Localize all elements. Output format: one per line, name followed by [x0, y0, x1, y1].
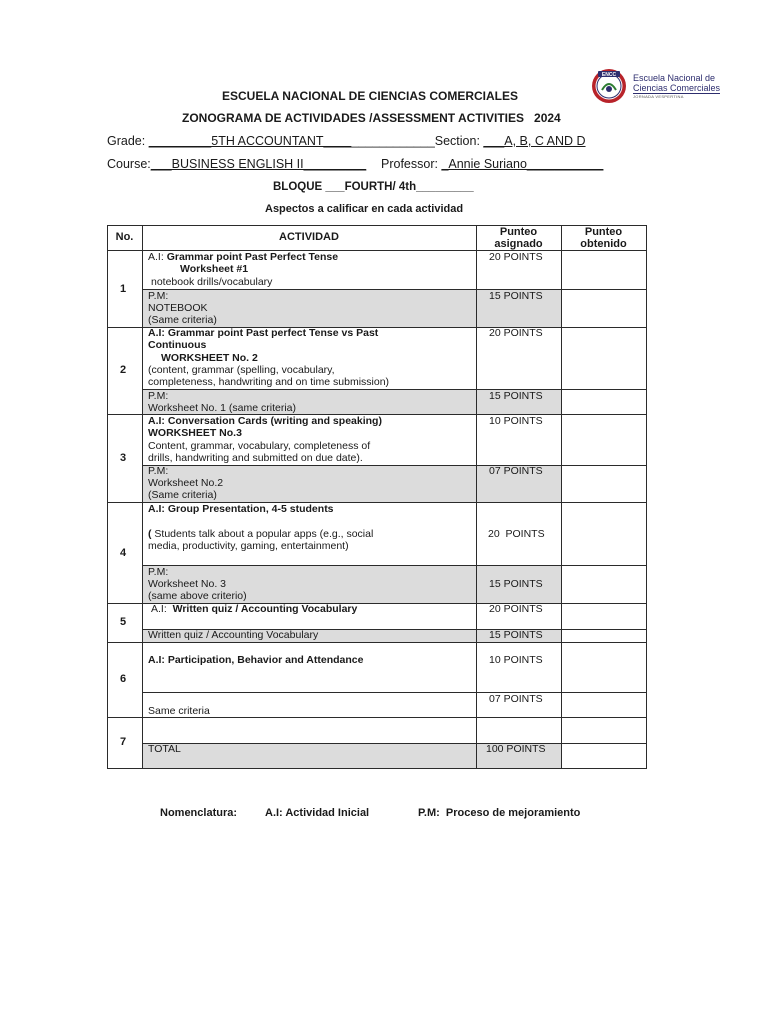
pm-points: 15 POINTS [489, 578, 543, 590]
ai-title: Written quiz / Accounting Vocabulary [172, 603, 358, 615]
pm-points: 15 POINTS [489, 629, 543, 641]
school-name: ESCUELA NACIONAL DE CIENCIAS COMERCIALES [222, 89, 519, 103]
nomenclature-label: Nomenclatura: [160, 807, 238, 819]
activity-ai-line: A.I: Conversation Cards (writing and speaking) [148, 415, 382, 427]
activity-pm-line: Worksheet No. 1 (same criteria) [148, 402, 297, 414]
ai-prefix: A.I: [148, 251, 167, 263]
logo-line-3: JORNADA VESPERTINA [633, 94, 684, 99]
pm-points: 07 POINTS [489, 693, 543, 705]
row-number: 2 [120, 364, 127, 376]
col-header-assigned-line2: asignado [494, 238, 543, 250]
col-header-obtained-line1: Punteo [584, 226, 623, 238]
activity-ai-line: A.I: Participation, Behavior and Attendance [148, 654, 364, 666]
row-number: 5 [120, 616, 127, 628]
row-number: 7 [120, 736, 127, 748]
activity-ai-title [151, 603, 357, 616]
bloque-heading: BLOQUE ___FOURTH/ 4th_________ [273, 181, 474, 193]
activity-pm-line: P.M: [148, 390, 169, 402]
aspects-heading: Aspectos a calificar en cada actividad [265, 203, 464, 215]
professor-value: _Annie Suriano___________ [441, 157, 604, 171]
activity-ai-line: Worksheet #1 [180, 263, 249, 275]
logo-wordmark [633, 73, 720, 99]
activity-ai-line: notebook drills/vocabulary [151, 276, 273, 288]
activity-ai-line [148, 528, 373, 541]
activity-pm-line: Worksheet No. 3 [148, 578, 227, 590]
activity-ai-line: Content, grammar, vocabulary, completeness of [148, 440, 371, 452]
activity-pm-line: (same above criterio) [148, 590, 247, 602]
course-value: ___BUSINESS ENGLISH II_________ [150, 157, 367, 171]
seal-text: ENCC [601, 72, 617, 78]
activity-ai-line: A.I: Group Presentation, 4-5 students [148, 503, 334, 515]
nomenclature-pm: P.M: Proceso de mejoramiento [418, 807, 581, 819]
row-number: 6 [120, 673, 127, 685]
professor-line [381, 157, 603, 171]
activity-pm-line: NOTEBOOK [148, 302, 208, 314]
activity-pm-line: P.M: [148, 290, 169, 302]
activity-ai-line: WORKSHEET No.3 [148, 427, 242, 439]
school-seal-icon [591, 68, 627, 104]
activity-ai-line: A.I: Grammar point Past perfect Tense vs Past [148, 327, 379, 339]
col-header-assigned-line1: Punteo [499, 226, 538, 238]
activity-ai-title [148, 251, 338, 264]
col-header-no: No. [115, 231, 134, 243]
section-value: ___A, B, C AND D [483, 134, 586, 148]
col-header-activity: ACTIVIDAD [279, 231, 339, 243]
ai-points: 20 POINTS [489, 327, 543, 339]
pm-points: 15 POINTS [489, 390, 543, 402]
pm-points: 07 POINTS [489, 465, 543, 477]
activity-ai-line: completeness, handwriting and on time submission) [148, 376, 390, 388]
activity-pm-line: Written quiz / Accounting Vocabulary [148, 629, 319, 641]
ai-line-text: Students talk about a popular apps (e.g., social [151, 528, 374, 540]
activity-pm-line: Same criteria [148, 705, 210, 717]
ai-points: 10 POINTS [489, 654, 543, 666]
activity-ai-line: (content, grammar (spelling, vocabulary, [148, 364, 335, 376]
grade-label: Grade: [107, 134, 149, 148]
activity-pm-line: Worksheet No.2 [148, 477, 224, 489]
activity-pm-line: (Same criteria) [148, 314, 217, 326]
row-number: 4 [120, 547, 127, 559]
nomenclature-ai: A.I: Actividad Inicial [265, 807, 370, 819]
activity-pm-line: (Same criteria) [148, 489, 217, 501]
ai-paren: ( [148, 528, 152, 540]
ai-points: 20 POINTS [489, 251, 543, 263]
pm-points: 15 POINTS [489, 290, 543, 302]
row-number: 3 [120, 452, 127, 464]
activity-pm-line: P.M: [148, 566, 169, 578]
grade-line [107, 134, 586, 148]
activity-ai-line: WORKSHEET No. 2 [161, 352, 258, 364]
activity-pm-line: P.M: [148, 465, 169, 477]
course-label: Course: [107, 157, 151, 171]
ai-title: Grammar point Past Perfect Tense [166, 251, 339, 263]
ai-points: 20 POINTS [488, 528, 545, 540]
col-header-obtained [561, 226, 646, 250]
grade-value: _________5TH ACCOUNTANT____ [148, 134, 352, 148]
total-label: TOTAL [148, 743, 181, 755]
document-title: ZONOGRAMA DE ACTIVIDADES /ASSESSMENT ACTIVITIES 2024 [182, 111, 561, 125]
activities-table [107, 225, 647, 769]
logo-line-1: Escuela Nacional de [633, 73, 716, 83]
professor-label: Professor: [381, 157, 442, 171]
total-points: 100 POINTS [486, 743, 546, 755]
school-logo [591, 68, 731, 106]
activity-ai-line: media, productivity, gaming, entertainment) [148, 540, 349, 552]
section-label: ____________Section: [351, 134, 484, 148]
logo-line-2: Ciencias Comerciales [633, 83, 721, 93]
activity-ai-line: Continuous [148, 339, 207, 351]
ai-points: 10 POINTS [489, 415, 543, 427]
row-number: 1 [120, 283, 127, 295]
activity-ai-line: drills, handwriting and submitted on due date). [148, 452, 363, 464]
col-header-obtained-line2: obtenido [580, 238, 627, 250]
col-header-assigned [476, 226, 561, 250]
ai-prefix: A.I: [151, 603, 173, 615]
course-line [107, 157, 366, 171]
ai-points: 20 POINTS [489, 603, 543, 615]
